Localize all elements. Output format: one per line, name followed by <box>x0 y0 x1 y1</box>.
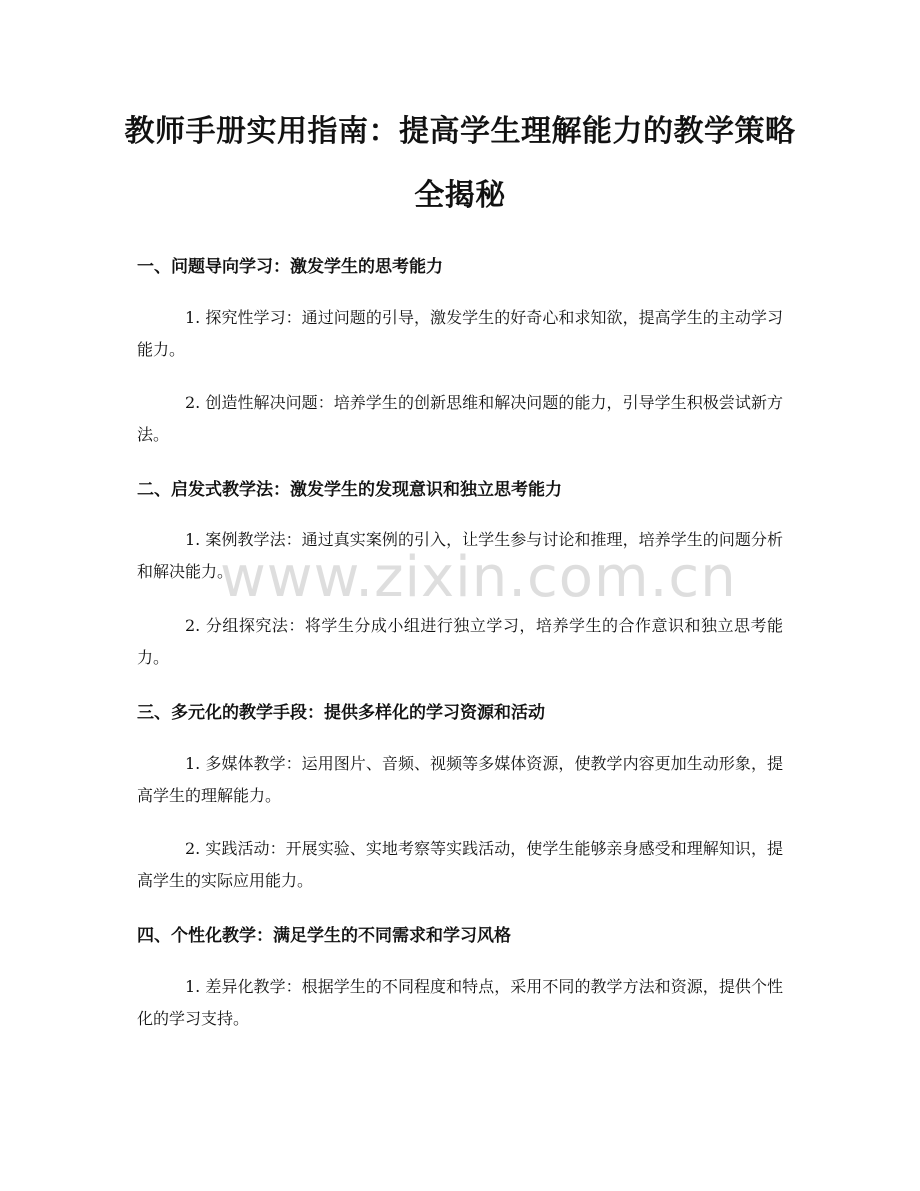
section-heading-1: 一、问题导向学习：激发学生的思考能力 <box>137 257 443 277</box>
section-3-item-1: 1. 多媒体教学：运用图片、音频、视频等多媒体资源，使教学内容更加生动形象，提高学生的理解能力。 <box>137 754 783 805</box>
section-heading-2: 二、启发式教学法：激发学生的发现意识和独立思考能力 <box>137 480 562 500</box>
section-1-item-1: 1. 探究性学习：通过问题的引导，激发学生的好奇心和求知欲，提高学生的主动学习能力。 <box>137 308 783 359</box>
section-4-item-1: 1. 差异化教学：根据学生的不同程度和特点，采用不同的教学方法和资源，提供个性化的学习支持。 <box>137 977 783 1028</box>
section-heading-4: 四、个性化教学：满足学生的不同需求和学习风格 <box>137 926 511 946</box>
watermark: www.zixin.com.cn <box>220 545 737 610</box>
section-2-item-1: 1. 案例教学法：通过真实案例的引入，让学生参与讨论和推理，培养学生的问题分析和解决能力。 <box>137 530 783 581</box>
section-3-item-2: 2. 实践活动：开展实验、实地考察等实践活动，使学生能够亲身感受和理解知识，提高学生的实际应用能力。 <box>137 839 783 890</box>
section-heading-3: 三、多元化的教学手段：提供多样化的学习资源和活动 <box>137 703 545 723</box>
section-2-item-2: 2. 分组探究法：将学生分成小组进行独立学习，培养学生的合作意识和独立思考能力。 <box>137 616 783 667</box>
section-1-item-2: 2. 创造性解决问题：培养学生的创新思维和解决问题的能力，引导学生积极尝试新方法。 <box>137 393 783 444</box>
document-title: 教师手册实用指南：提高学生理解能力的教学策略全揭秘 <box>124 114 796 213</box>
